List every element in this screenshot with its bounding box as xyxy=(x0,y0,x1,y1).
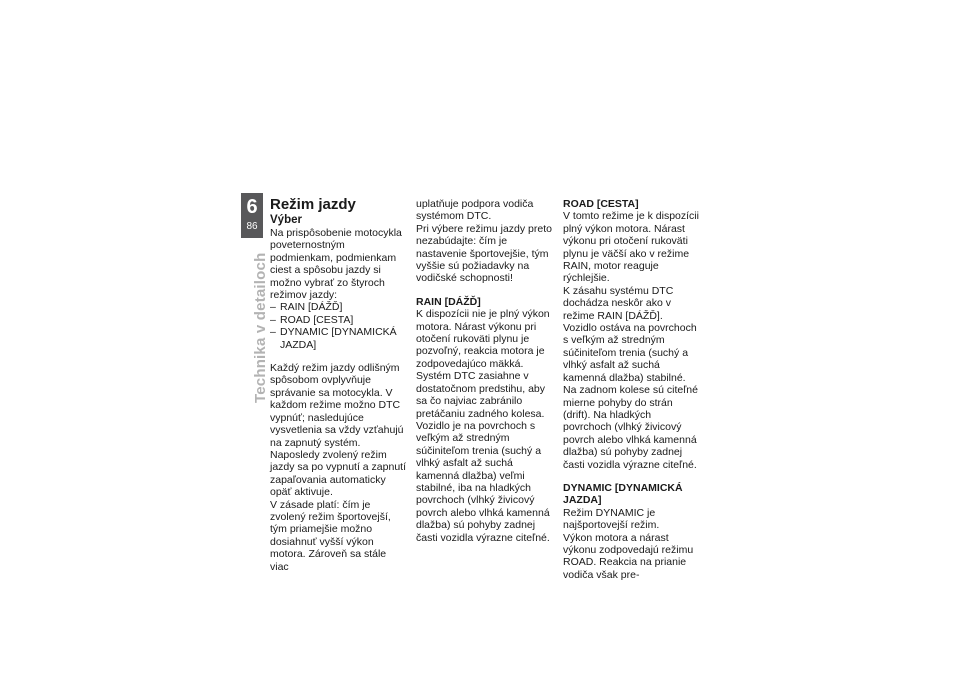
paragraph: V zásade platí: čím je zvolený režim športovejší, tým priamejšie možno dosiahnuť vyšší výkon motora. Zároveň sa stále viac xyxy=(270,498,391,573)
paragraph: uplatňuje podpora vodiča systémom DTC. xyxy=(416,198,534,223)
section-subtitle: Výber xyxy=(270,214,302,226)
paragraph: Každý režim jazdy odlišným spôsobom ovplyvňuje správanie sa motocykla. V každom režime možno DTC vypnúť; nasledujúce vysvetlenia sa vždy vzťahujú na zapnutý systém. Naposledy zvolený režim jazdy sa po vypnutí a zapnutí zapaľovania automaticky opäť aktivuje. xyxy=(270,362,407,499)
chapter-number: 6 xyxy=(246,196,258,218)
page-number: 86 xyxy=(246,221,258,232)
list-item: – ROAD [CESTA] xyxy=(270,314,406,326)
paragraph: Pri výbere režimu jazdy preto nezabúdajte: čím je nastavenie športovejšie, tým vyššie sú požiadavky na vodičské schopnosti! xyxy=(416,222,552,285)
paragraph: Výkon motora a nárast výkonu zodpovedajú režimu ROAD. Reakcia na prianie vodiča však pre- xyxy=(563,531,694,581)
paragraph: Režim DYNAMIC je najšportovejší režim. xyxy=(563,506,660,532)
text-column-2 xyxy=(416,198,552,544)
list-item: – RAIN [DÁŽĎ] xyxy=(270,301,406,313)
paragraph: K zásahu systému DTC dochádza neskôr ako v režime RAIN [DÁŽĎ]. Vozidlo ostáva na povrchoch s veľkým až stredným súčiniteľom trenia (suchý a vlhký asfalt až suchá kamenná dlažba) stabilné. Na zadnom kolese sú citeľné mierne pohyby do strán (drift). Na hladkých povrchoch (vlhký živicový povrch alebo vlhká kamenná dlažba) sú pohyby zadnej časti vozidla výrazne citeľné. xyxy=(563,284,698,471)
intro-paragraph: Na prispôsobenie motocykla poveternostným podmienkam, podmienkam ciest a spôsobu jazdy si možno vybrať zo štyroch režimov jazdy: xyxy=(270,227,402,302)
mode-list xyxy=(270,301,406,351)
section-title: Režim jazdy xyxy=(270,196,356,213)
road-heading: ROAD [CESTA] xyxy=(563,198,639,210)
text-column-1 xyxy=(270,196,406,573)
chapter-tab xyxy=(241,193,263,238)
paragraph: K dispozícii nie je plný výkon motora. Nárast výkonu pri otočení rukoväti plynu je pozvoľný, reakcia motora je zodpovedajúco mäkká. xyxy=(416,308,550,370)
rain-heading: RAIN [DÁŽĎ] xyxy=(416,295,481,308)
dynamic-heading: DYNAMIC [DYNAMICKÁ JAZDA] xyxy=(563,481,683,507)
list-item: – DYNAMIC [DYNAMICKÁ JAZDA] xyxy=(270,326,406,351)
paragraph: V tomto režime je k dispozícii plný výkon motora. Nárast výkonu pri otočení rukoväti plynu je väčší ako v režime RAIN, motor reaguje rýchlejšie. xyxy=(563,210,699,285)
text-column-3 xyxy=(563,198,699,581)
paragraph: Systém DTC zasiahne v dostatočnom predstihu, aby sa čo najviac zabránilo pretáčaniu zadného kolesa. Vozidlo je na povrchoch s veľkým až stredným súčiniteľom trenia (suchý a vlhký asfalt až suchá kamenná dlažba) veľmi stabilné, iba na hladkých povrchoch (vlhký živicový povrch alebo vlhká kamenná dlažba) sú pohyby zadnej časti vozidla výrazne citeľné. xyxy=(416,370,550,544)
chapter-side-title: Technika v detailoch xyxy=(252,252,269,403)
